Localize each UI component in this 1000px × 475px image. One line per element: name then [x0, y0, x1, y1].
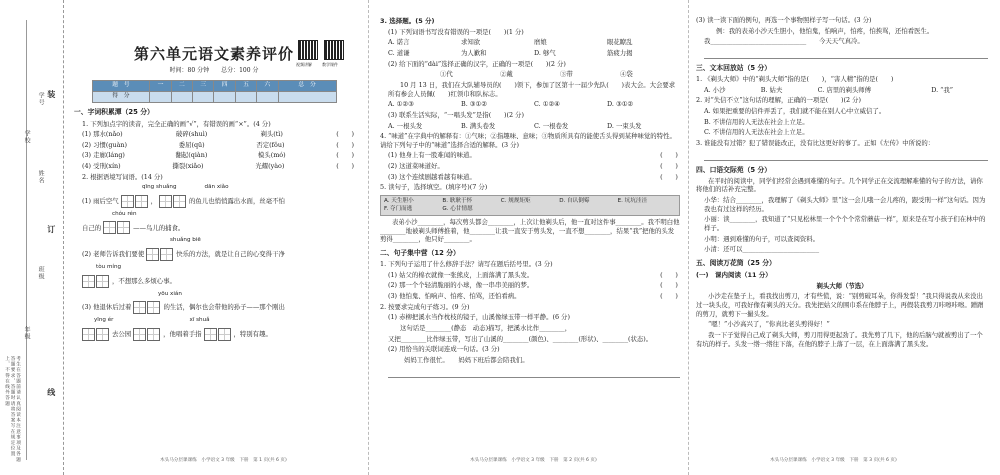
sentence-text: ，不想那么多烦心事。: [112, 276, 176, 285]
score-input-cell[interactable]: [257, 92, 278, 103]
fill-line: [82, 328, 354, 341]
option: ①代: [440, 70, 453, 79]
sentence-text: 去公园: [112, 329, 132, 338]
option[interactable]: B. 姑夫: [760, 85, 783, 94]
q1-word: 翻起(qiàn): [175, 151, 208, 160]
answer-paren[interactable]: ( ): [660, 172, 678, 181]
fill-line: [82, 301, 354, 314]
seal-char-3: 线: [46, 388, 57, 397]
option: 求知欲: [461, 38, 481, 47]
reading-part-1: (一) 课内阅读（11 分）: [696, 271, 772, 280]
q2-item: [74, 211, 354, 235]
answer-paren[interactable]: ( ): [660, 281, 678, 290]
answer-paren[interactable]: ( ): [660, 292, 678, 301]
option[interactable]: D. 够气: [534, 49, 556, 58]
score-header-cell: 题 号: [92, 81, 150, 92]
word-bank: [380, 195, 680, 216]
q4-item: [380, 162, 680, 171]
score-input-cell[interactable]: [150, 92, 171, 103]
char-grid[interactable]: [133, 328, 161, 341]
score-header-cell: 总 分: [278, 81, 336, 92]
name-label: 姓名: [37, 170, 45, 184]
pinyin-row: [82, 211, 354, 219]
q2-item: [74, 184, 354, 208]
text-q2: 2. 对“失信不立”这句话的理解，正确的一项是( )(2 分): [696, 96, 861, 105]
sentence-q2-1: (1) 赤柳把溪水当作枕枝的镜子，山溪像绿玉带一样平静。(6 分): [388, 313, 570, 322]
char-grid[interactable]: [159, 195, 187, 208]
pinyin: qīng shuǎng: [142, 184, 177, 191]
score-header-cell: 一: [150, 81, 171, 92]
example-sentence: 例：我的表弟小沙天生胆小，他怕鬼，怕响声，怕疼，怕挨骂，还怕看医生。: [716, 26, 934, 35]
class-label: 班级: [37, 266, 45, 280]
q1-word: 委屈(qū): [178, 140, 205, 149]
q4-sentence: (3) 这个连续剧越看越有味道。: [388, 172, 476, 181]
answer-paren[interactable]: ( ): [336, 140, 354, 149]
fill-line: [82, 221, 354, 234]
school-label: 学校: [23, 130, 31, 144]
option[interactable]: C. 不讲信用的人无法在社会上立足。: [704, 128, 809, 137]
question-4: 4. “味道”在字典中的解释有：①气味；②指趣味、意味；③物质所具有的能使舌头得到某种味觉的特性。请给下列句子中的“味道”选择合适的解释。(3 分): [380, 132, 676, 149]
q1-item: [82, 162, 354, 171]
pinyin: shuǎng biē: [170, 237, 201, 244]
q1-item: [82, 141, 354, 150]
page-2-footer: 木头马分层课课练 小学语文 3 年级 下册 第 2 页(共 6 页): [470, 457, 597, 463]
qr-caption-video: 视频讲解: [296, 62, 312, 67]
word-bank-item: C. 规规矩矩: [500, 198, 531, 205]
oral-line[interactable]: 小丽：读________，我知道了“只见松林里一个个个个常常蘑菇一样”，原来是在写小孩子们在林中的样子。: [704, 215, 986, 232]
page-divider-1: [368, 0, 369, 475]
sentence-text: ，: [150, 197, 158, 206]
sentence-text: 的生活，偶尔也会带他的孙子——那个刚出: [163, 303, 285, 312]
answer-paren[interactable]: ( ): [660, 151, 678, 160]
option[interactable]: C. ①②④: [534, 100, 560, 109]
sentence-q1: 1. 下列句子运用了什么修辞手法？请写在题后括号里。(3 分): [380, 260, 553, 269]
section-3-heading: 三、文本回放站（5 分）: [696, 63, 772, 72]
q1-word: (2) 习惯(guàn): [82, 140, 127, 149]
pinyin: dān xiǎo: [204, 184, 229, 191]
q2-item: [74, 291, 354, 315]
section-1-heading: 一、字词积累潭（25 分）: [74, 108, 154, 117]
option[interactable]: B. 不讲信用的人无法在社会上立足。: [704, 117, 809, 126]
q4-sentence: (2) 这道菜味道好。: [388, 162, 444, 171]
char-grid[interactable]: [82, 328, 110, 341]
answer-line[interactable]: [704, 49, 988, 59]
option: 为人歉和: [461, 49, 487, 58]
reading-paragraph: “嗯！”小沙高兴了，“你真比老头剪得好！”: [708, 320, 830, 329]
answer-paren[interactable]: ( ): [660, 270, 678, 279]
option-row: [380, 49, 680, 58]
option[interactable]: B. 满头卷发: [461, 121, 496, 130]
section-2-heading: 二、句子集中营（12 分）: [380, 249, 460, 258]
score-input-cell[interactable]: [193, 92, 214, 103]
student-id-label: 学号: [37, 92, 45, 106]
text-q3: 3. 谁能没有过错？犯了错误能改正，没有比这更好的事了。正如《左传》中所说的：: [696, 138, 935, 147]
option-row: [380, 122, 680, 131]
seal-char-2: 订: [46, 225, 57, 234]
binding-strip: [0, 0, 64, 475]
question-1: 1. 下列加点字的读音，完全正确的画“√”，有错误的画“×”。(4 分): [82, 119, 271, 128]
char-grid[interactable]: [146, 248, 174, 261]
sentence-text: 的鱼儿也悄悄露出水面，丝毫不怕: [189, 197, 285, 206]
fill-line: [82, 248, 354, 261]
q1-item: [82, 130, 354, 139]
sentence-text: ，他唱着手指: [163, 329, 202, 338]
q1-word: 模头(mó): [257, 151, 286, 160]
option[interactable]: A. 一根头发: [388, 121, 423, 130]
option: 眼花瞭乱: [607, 38, 633, 47]
answer-paren[interactable]: ( ): [336, 151, 354, 160]
option[interactable]: A. 小沙: [704, 85, 726, 94]
question-3: 3. 选择题。(5 分): [380, 17, 435, 25]
oral-line[interactable]: 小清：还可以________________________: [704, 245, 820, 254]
word-bank-item: F. 夺门而逃: [384, 205, 413, 212]
q1-word: 剃头(tì): [260, 130, 283, 139]
answer-line[interactable]: [704, 151, 988, 161]
q2-item: [74, 317, 354, 341]
sentence-q2: 2. 按要求完成句子练习。(9 分): [380, 302, 470, 311]
score-header-cell: 六: [257, 81, 278, 92]
word-bank-item: G. 心甘情愿: [442, 205, 473, 212]
q4-item: [380, 151, 680, 160]
option[interactable]: D. “我”: [931, 85, 954, 94]
score-header-cell: 三: [193, 81, 214, 92]
q1-word: 否定(fǒu): [256, 140, 285, 149]
answer-paren[interactable]: ( ): [336, 162, 354, 171]
page-3: [696, 14, 988, 348]
oral-line: 小明：遇到难懂的句子，可以查阅资料。: [704, 234, 820, 243]
reading-paragraph: 小沙走在垫子上，看我找出剪刀，才有些慌，说：“别剪破耳朵，你得发誓！”我只得说我从来没出过一块头皮，可我好像有剃头的天分。我先把姑父的围巾系在他脖子上，再假装我剪刀咔嚓咔嚓。蹭蹭的剪刀，就剪下一撮头发。: [696, 292, 984, 318]
pinyin: tòu míng: [96, 264, 122, 270]
s1-sentence: (3) 他怕鬼、怕响声、怕疼、怕骂，还怕看病。: [388, 292, 521, 301]
reading-paragraph: 我一下子觉得自己成了剃头大师，剪刀用得更起劲了。我先剪了几下，他的后脑勺就被剪出了一个有坑的样子。头发一绺一绺往下落，在他的脖子上落了一层，在上面落满了黑头发。: [696, 331, 983, 348]
q1-word: 破碎(shuì): [175, 130, 208, 139]
s1-item: [380, 271, 680, 280]
sentence-q2-2: (2) 用恰当的关联词连成一句话。(3 分): [388, 345, 500, 354]
oral-line[interactable]: 小华：结合________，我理解了《剃头大师》里“这一会儿哦一会儿疼的，跟受刑一样”这句话。因为我也有过这样的经历。: [704, 196, 986, 213]
fill-line: [82, 275, 354, 288]
option-row: [380, 100, 680, 109]
q1-word: (4) 受刑(xín): [82, 162, 121, 171]
sentence-text: (1) 雨后空气: [82, 197, 119, 206]
q1-word: (3) 走廊(láng): [82, 151, 125, 160]
qr-code-video[interactable]: [298, 40, 318, 60]
page-2: [380, 14, 680, 378]
q1-word: 撕裂(xiǎo): [172, 162, 204, 171]
pinyin-row: [82, 291, 354, 299]
notice-text: 考生在答题前请认真阅读本注意事项及各题答题要求，答题时请将答案写在规定位置上，不得在线外答题: [4, 356, 21, 463]
section-5-heading: 五、阅读万花筒（25 分）: [696, 258, 776, 267]
s1-item: [380, 292, 680, 301]
exam-title: 第六单元语文素养评价: [133, 45, 294, 63]
score-table: [92, 80, 337, 103]
option[interactable]: C. 一根卷发: [534, 121, 569, 130]
score-header-cell: 四: [214, 81, 235, 92]
option: ④袋: [620, 70, 633, 79]
oral-intro: 在平时的阅读中，同学们经常会遇到难懂的句子。几个同学正在交流理解难懂的句子的方法，请你将他们的话补充完整。: [696, 176, 983, 194]
option: ②戴: [500, 70, 513, 79]
sentence-text: 自己的: [82, 223, 102, 232]
page-1: [74, 14, 354, 341]
option-row: [380, 38, 680, 47]
pinyin-row: [82, 264, 354, 272]
q4-item: [380, 173, 680, 182]
pinyin-row: [82, 184, 354, 192]
char-grid[interactable]: [204, 328, 232, 341]
page-divider-2: [688, 0, 689, 475]
q1-item: [82, 151, 354, 160]
s1-sentence: (1) 姑父的棉衣就像一张熊皮，上面落满了黑头发。: [388, 270, 534, 279]
sentence-text: (3) 他退休后过着: [82, 303, 132, 312]
question-3-1: (1) 下列词语书写没有错误的一项是( )(1 分): [388, 27, 524, 36]
score-input-cell[interactable]: [171, 92, 192, 103]
s1-sentence: (2) 那一个个轻清脆丽的小球，像一串串美丽的梦。: [388, 281, 534, 290]
q4-sentence: (1) 他身上有一股难闻的味道。: [388, 151, 476, 160]
option: 筋疲力揭: [607, 49, 633, 58]
example-prompt[interactable]: 我______________________________ 今天天气真冷。: [704, 37, 864, 46]
pinyin: xī shuǎ: [189, 317, 210, 324]
option[interactable]: C. 道谦: [388, 49, 410, 58]
exam-subtitle: 时间：80 分钟 总分：100 分: [169, 67, 259, 75]
option-row: [696, 86, 988, 95]
pinyin: yōu xián: [158, 290, 182, 297]
score-input-cell[interactable]: [214, 92, 235, 103]
score-row-label: 得 分: [92, 92, 150, 103]
page-3-footer: 木头马分层课课练 小学语文 3 年级 下册 第 3 页(共 6 页): [770, 457, 897, 463]
sentence-q2-3: (3) 读一读下面的例句，再选一个事物照样子写一句话。(3 分): [696, 16, 872, 24]
pinyin-row: [82, 317, 354, 325]
q3-2-passage: 10 月 13 日，我们在大队辅导员的( )领下，参加了区第十一届少先队( )表大会。大会要求所有参会人员佩( )红领巾和队标志。: [388, 80, 676, 98]
question-5: 5. 读句子，选择填空。(填序号)(7 分): [380, 183, 488, 192]
s1-item: [380, 281, 680, 290]
char-grid[interactable]: [82, 275, 110, 288]
pinyin-row: [82, 237, 354, 245]
sentence-text: (2) 老师告诉我们要使: [82, 250, 145, 259]
pinyin: yīng ér: [94, 317, 114, 324]
sentence-q2-1a[interactable]: 这句话是________(静态 动态)描写，把溪水比作________，: [400, 324, 572, 333]
option[interactable]: D. ③①②: [607, 100, 634, 109]
sentence-text: 快乐的方法，就是让自己的心变得干净: [176, 250, 285, 259]
word-bank-item: A. 天生胆小: [384, 198, 414, 205]
sentence-text: ，特别有趣。: [233, 329, 272, 338]
option[interactable]: A. 诺言: [388, 38, 410, 47]
pinyin: chóu rén: [112, 210, 137, 217]
score-input-cell[interactable]: [278, 92, 336, 103]
sentence-q2-1b[interactable]: 又把________比作绿玉带，写出了山溪的________(颜色)、________(形状)、________(状态)。: [388, 334, 653, 343]
page-1-footer: 木头马分层课课练 小学语文 3 年级 下册 第 1 页(共 6 页): [160, 457, 287, 463]
qr-caption-courseware: 教学课件: [322, 62, 338, 67]
fill-line: [82, 195, 354, 208]
word-bank-item: E. 坑坑洼洼: [617, 198, 648, 205]
seal-char-1: 装: [46, 90, 57, 99]
q1-list: [74, 130, 354, 171]
reading-title: 剃头大师（节选）: [816, 281, 868, 290]
option[interactable]: B. ③①②: [461, 100, 487, 109]
char-grid[interactable]: [121, 195, 149, 208]
binding-line: [26, 20, 27, 460]
word-bank-item: B. 耿耿于怀: [442, 198, 473, 205]
option[interactable]: A. ①②③: [388, 100, 414, 109]
q1-word: (1) 那水(nǎo): [82, 130, 123, 139]
qr-code-courseware[interactable]: [324, 40, 344, 60]
option[interactable]: A. 如果把重要的信件弄丢了，我们就不能在别人心中立威信了。: [704, 107, 886, 116]
score-input-cell[interactable]: [235, 92, 256, 103]
q5-passage[interactable]: 表弟小沙________，每次剪头都会________，上次让他剃头后，他一直对这件事________。我不明白他________地被剃头师傅推着，他________让我一直安于剪头发，一直不想________，结果“我”把他的头发剪得________，他只好________。: [380, 218, 680, 244]
q2-item: [74, 237, 354, 261]
sentence-q2-2a: 妈妈工作很忙。 妈妈下班后都会陪我们。: [404, 355, 529, 364]
option[interactable]: 磨娘: [534, 38, 547, 47]
section-4-heading: 四、口语交际苑（5 分）: [696, 165, 772, 174]
char-grid[interactable]: [133, 301, 161, 314]
q1-word: 光耀(yào): [255, 162, 285, 171]
answer-line[interactable]: [388, 368, 680, 378]
text-q1: 1. 《剃头大师》中的“剃头大师”指的是( )，“害人精”指的是( ): [696, 75, 894, 84]
word-bank-item: D. 自认倒霉: [559, 198, 590, 205]
option-row: [380, 70, 680, 79]
score-header-cell: 二: [171, 81, 192, 92]
option[interactable]: D. 一束头发: [607, 121, 642, 130]
question-3-3: (3) 联系生活实际，“一唱头发”是指( )(2 分): [388, 110, 524, 119]
question-2: 2. 根据语境写词语。(14 分): [82, 172, 163, 181]
option: ③带: [560, 70, 573, 79]
answer-paren[interactable]: ( ): [336, 130, 354, 139]
question-3-2: (2) 给下面的“dài”选择正确的汉字，正确的一项是( )(2 分): [388, 59, 566, 68]
answer-paren[interactable]: ( ): [660, 162, 678, 171]
option[interactable]: C. 店里的剃头师傅: [817, 85, 872, 94]
score-header-cell: 五: [235, 81, 256, 92]
q2-item: [74, 264, 354, 288]
grade-label: 年级: [23, 326, 31, 340]
char-grid[interactable]: [103, 221, 131, 234]
sentence-text: ——鸟儿的捕食。: [133, 223, 185, 232]
